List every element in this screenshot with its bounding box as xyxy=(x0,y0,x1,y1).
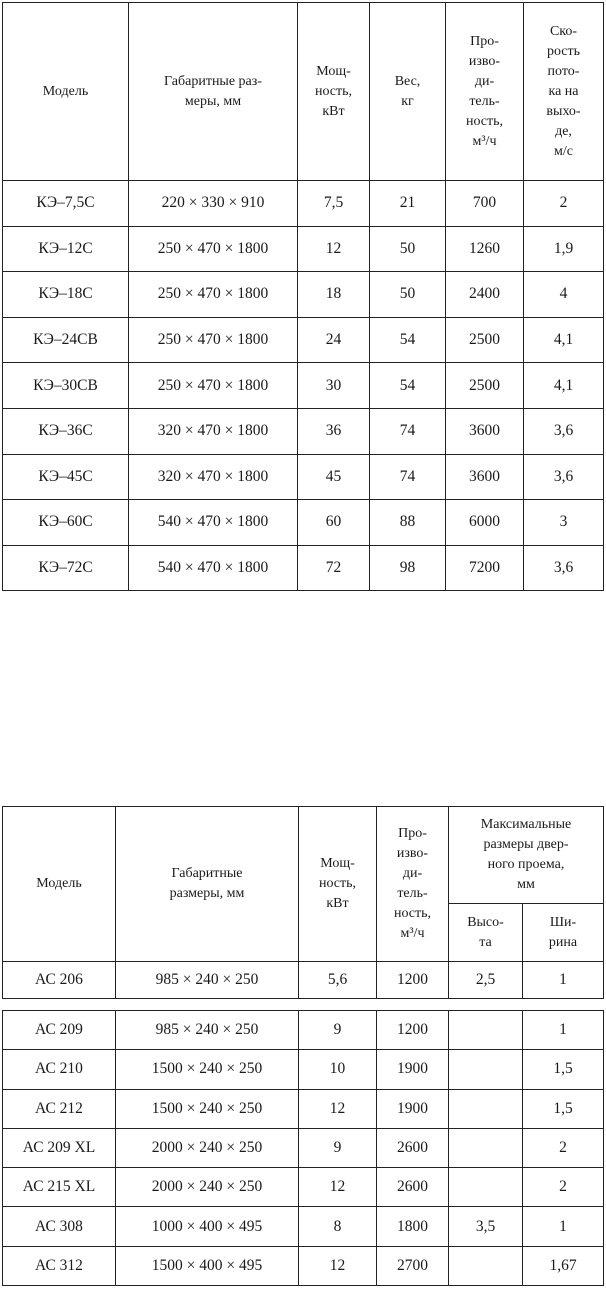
cell: КЭ–60С xyxy=(3,500,129,546)
table-row xyxy=(3,1089,604,1128)
cell: АС 210 xyxy=(3,1050,116,1089)
heater-spec-table xyxy=(2,2,604,591)
cell: 1,5 xyxy=(523,1050,604,1089)
cell: 50 xyxy=(370,226,446,272)
cell: 12 xyxy=(299,1246,377,1285)
cell: 50 xyxy=(370,272,446,318)
cell: 1500 × 240 × 250 xyxy=(116,1050,299,1089)
cell: 3,6 xyxy=(524,408,604,454)
cell: 3600 xyxy=(446,408,524,454)
cell: КЭ–72С xyxy=(3,545,129,591)
table-header-row xyxy=(3,3,604,181)
cell: 1,5 xyxy=(523,1089,604,1128)
header-cell: Про- изво- ди- тель- ность, м³/ч xyxy=(446,3,524,181)
cell: 3,5 xyxy=(449,1207,523,1246)
table-row xyxy=(3,1207,604,1246)
cell: 985 × 240 × 250 xyxy=(116,962,299,999)
cell: 250 × 470 × 1800 xyxy=(129,363,298,409)
cell: 1900 xyxy=(377,1050,449,1089)
cell: 250 × 470 × 1800 xyxy=(129,272,298,318)
cell: 540 × 470 × 1800 xyxy=(129,545,298,591)
cell: 1200 xyxy=(377,1011,449,1050)
cell: АС 215 XL xyxy=(3,1168,116,1207)
cell: КЭ–45С xyxy=(3,454,129,500)
air-curtain-spec-table-body xyxy=(2,1010,604,1286)
cell: 2000 × 240 × 250 xyxy=(116,1168,299,1207)
cell xyxy=(449,1168,523,1207)
cell: 10 xyxy=(299,1050,377,1089)
table-row xyxy=(3,545,604,591)
cell: 6000 xyxy=(446,500,524,546)
header-cell-model: Модель xyxy=(3,807,116,962)
header-cell-power: Мощ- ность, кВт xyxy=(299,807,377,962)
header-cell: Мощ- ность, кВт xyxy=(298,3,370,181)
cell: АС 312 xyxy=(3,1246,116,1285)
cell: 250 × 470 × 1800 xyxy=(129,317,298,363)
cell: 18 xyxy=(298,272,370,318)
cell: 220 × 330 × 910 xyxy=(129,181,298,227)
cell: 98 xyxy=(370,545,446,591)
cell: 5,6 xyxy=(299,962,377,999)
cell: 700 xyxy=(446,181,524,227)
table-row xyxy=(3,1168,604,1207)
cell: 8 xyxy=(299,1207,377,1246)
cell: 1,9 xyxy=(524,226,604,272)
cell: 4,1 xyxy=(524,317,604,363)
header-cell-door-size: Максимальные размеры двер- ного проема, мм xyxy=(449,807,604,904)
cell: 54 xyxy=(370,363,446,409)
cell: 54 xyxy=(370,317,446,363)
cell: 30 xyxy=(298,363,370,409)
cell: 9 xyxy=(299,1128,377,1167)
cell: 24 xyxy=(298,317,370,363)
cell: 74 xyxy=(370,408,446,454)
table-row xyxy=(3,226,604,272)
cell: 250 × 470 × 1800 xyxy=(129,226,298,272)
cell xyxy=(449,1128,523,1167)
cell: 4,1 xyxy=(524,363,604,409)
cell: 2400 xyxy=(446,272,524,318)
cell: 1500 × 400 × 495 xyxy=(116,1246,299,1285)
table-row xyxy=(3,363,604,409)
cell: КЭ–36С xyxy=(3,408,129,454)
cell: 1,67 xyxy=(523,1246,604,1285)
table-row xyxy=(3,181,604,227)
cell: 1000 × 400 × 495 xyxy=(116,1207,299,1246)
cell: АС 206 xyxy=(3,962,116,999)
cell: 1260 xyxy=(446,226,524,272)
cell: 3,6 xyxy=(524,545,604,591)
cell: 1200 xyxy=(377,962,449,999)
table-row xyxy=(3,1128,604,1167)
cell xyxy=(449,1011,523,1050)
cell xyxy=(449,1089,523,1128)
table-row xyxy=(3,1011,604,1050)
table-header-row xyxy=(3,807,604,904)
cell: АС 209 XL xyxy=(3,1128,116,1167)
cell: 60 xyxy=(298,500,370,546)
header-cell-dimensions: Габаритные размеры, мм xyxy=(116,807,299,962)
cell: 2,5 xyxy=(449,962,523,999)
table-row xyxy=(3,454,604,500)
cell: 985 × 240 × 250 xyxy=(116,1011,299,1050)
cell: 72 xyxy=(298,545,370,591)
cell: 2700 xyxy=(377,1246,449,1285)
cell: 2500 xyxy=(446,363,524,409)
cell: АС 212 xyxy=(3,1089,116,1128)
cell: 3 xyxy=(524,500,604,546)
cell: 1 xyxy=(523,1011,604,1050)
cell: 9 xyxy=(299,1011,377,1050)
table-row xyxy=(3,500,604,546)
cell: 74 xyxy=(370,454,446,500)
cell: 1500 × 240 × 250 xyxy=(116,1089,299,1128)
header-cell-capacity: Про- изво- ди- тель- ность, м³/ч xyxy=(377,807,449,962)
table-row xyxy=(3,1050,604,1089)
cell: КЭ–18С xyxy=(3,272,129,318)
cell xyxy=(449,1246,523,1285)
cell: 1 xyxy=(523,1207,604,1246)
cell: КЭ–24СВ xyxy=(3,317,129,363)
cell: КЭ–7,5С xyxy=(3,181,129,227)
cell: 2600 xyxy=(377,1168,449,1207)
cell: 4 xyxy=(524,272,604,318)
cell: 2 xyxy=(523,1128,604,1167)
header-cell: Вес, кг xyxy=(370,3,446,181)
cell: АС 308 xyxy=(3,1207,116,1246)
table-row xyxy=(3,272,604,318)
table-row xyxy=(3,317,604,363)
cell: 3,6 xyxy=(524,454,604,500)
cell: 2600 xyxy=(377,1128,449,1167)
header-cell: Ско- рость пото- ка на выхо- де, м/с xyxy=(524,3,604,181)
cell: 2000 × 240 × 250 xyxy=(116,1128,299,1167)
cell: КЭ–30СВ xyxy=(3,363,129,409)
header-cell: Модель xyxy=(3,3,129,181)
cell: 21 xyxy=(370,181,446,227)
cell: 1 xyxy=(523,962,604,999)
cell: 1900 xyxy=(377,1089,449,1128)
cell: 12 xyxy=(299,1168,377,1207)
cell: 7,5 xyxy=(298,181,370,227)
header-cell-width: Ши- рина xyxy=(523,904,604,962)
cell: 320 × 470 × 1800 xyxy=(129,454,298,500)
cell: 320 × 470 × 1800 xyxy=(129,408,298,454)
cell: 12 xyxy=(298,226,370,272)
cell: 7200 xyxy=(446,545,524,591)
table-row xyxy=(3,1246,604,1285)
header-cell: Габаритные раз- меры, мм xyxy=(129,3,298,181)
cell: АС 209 xyxy=(3,1011,116,1050)
cell: КЭ–12С xyxy=(3,226,129,272)
cell: 12 xyxy=(299,1089,377,1128)
table-row xyxy=(3,962,604,999)
table-row xyxy=(3,408,604,454)
cell: 2 xyxy=(523,1168,604,1207)
cell: 45 xyxy=(298,454,370,500)
air-curtain-spec-table-header xyxy=(2,806,604,999)
cell xyxy=(449,1050,523,1089)
cell: 540 × 470 × 1800 xyxy=(129,500,298,546)
cell: 36 xyxy=(298,408,370,454)
cell: 2 xyxy=(524,181,604,227)
cell: 1800 xyxy=(377,1207,449,1246)
cell: 88 xyxy=(370,500,446,546)
header-cell-height: Высо- та xyxy=(449,904,523,962)
cell: 3600 xyxy=(446,454,524,500)
cell: 2500 xyxy=(446,317,524,363)
